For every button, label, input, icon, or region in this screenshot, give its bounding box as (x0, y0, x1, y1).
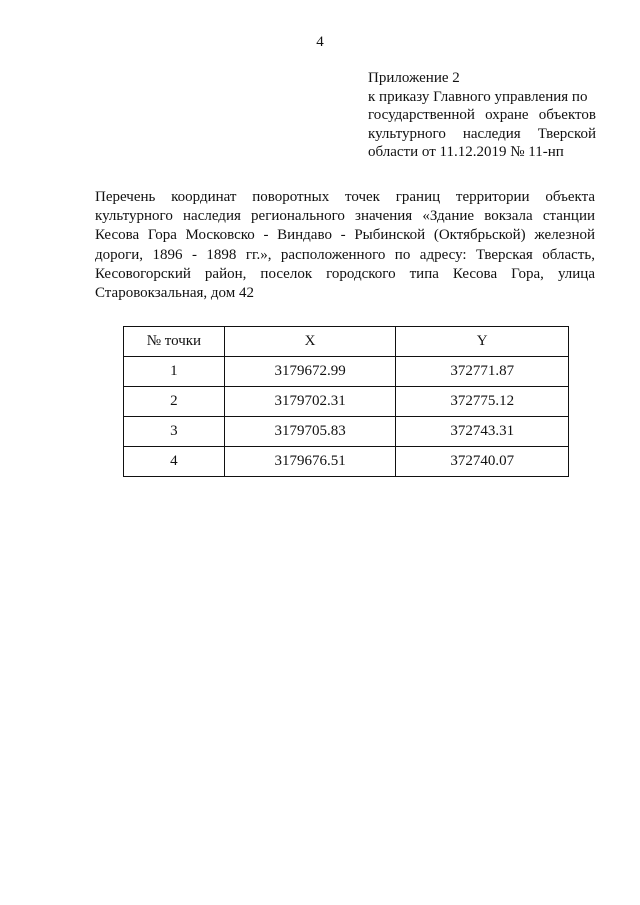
appendix-line-3: культурного наследия Тверской (368, 125, 596, 142)
header-x: X (224, 327, 396, 357)
table-row (124, 447, 569, 477)
table-row (124, 417, 569, 447)
cell-x: 3179702.31 (224, 387, 396, 417)
cell-x: 3179672.99 (224, 357, 396, 387)
table-header-row (124, 327, 569, 357)
intro-line-4: дороги, 1896 - 1898 гг.», расположенного по адресу: Тверская область, (95, 246, 595, 263)
cell-point: 4 (124, 447, 225, 477)
intro-line-6: Старовокзальная, дом 42 (95, 285, 254, 302)
cell-point: 1 (124, 357, 225, 387)
intro-line-2: культурного наследия регионального значения «Здание вокзала станции (95, 208, 595, 225)
cell-y: 372743.31 (396, 417, 569, 447)
cell-x: 3179705.83 (224, 417, 396, 447)
cell-y: 372771.87 (396, 357, 569, 387)
intro-line-3: Кесова Гора Московско - Виндаво - Рыбинской (Октябрьской) железной (95, 227, 595, 244)
header-point-number: № точки (124, 327, 225, 357)
appendix-header (368, 69, 596, 162)
page-number: 4 (316, 34, 324, 50)
intro-paragraph (95, 188, 595, 303)
cell-x: 3179676.51 (224, 447, 396, 477)
intro-line-5: Кесовогорский район, поселок городского типа Кесова Гора, улица (95, 265, 595, 282)
cell-y: 372775.12 (396, 387, 569, 417)
appendix-line-1: к приказу Главного управления по (368, 88, 588, 105)
appendix-title: Приложение 2 (368, 70, 460, 86)
table-row (124, 387, 569, 417)
coordinates-table (123, 326, 569, 477)
cell-point: 2 (124, 387, 225, 417)
table-row (124, 357, 569, 387)
appendix-line-2: государственной охране объектов (368, 107, 596, 123)
cell-point: 3 (124, 417, 225, 447)
appendix-line-4: области от 11.12.2019 № 11-нп (368, 144, 564, 160)
intro-line-1: Перечень координат поворотных точек границ территории объекта (95, 189, 595, 205)
header-y: Y (396, 327, 569, 357)
cell-y: 372740.07 (396, 447, 569, 477)
